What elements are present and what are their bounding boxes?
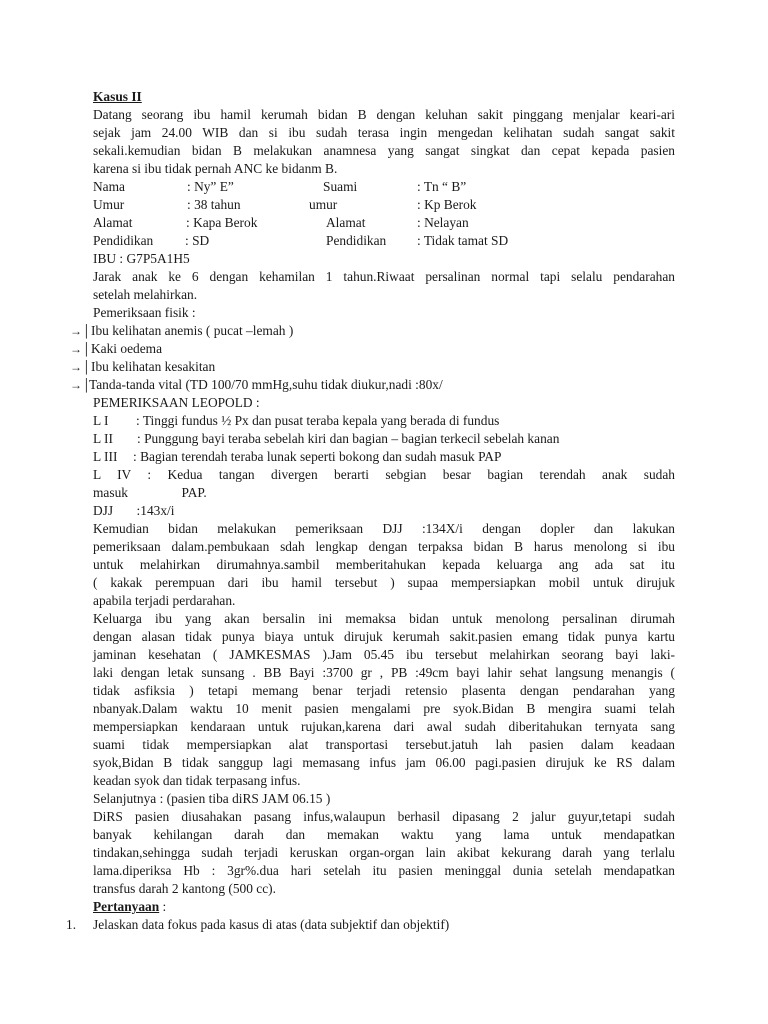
history-line: Jarak anak ke 6 dengan kehamilan 1 tahun.Riwaat persalinan normal tapi selalu pendarahan bbox=[93, 269, 675, 284]
arrow-tab-icon: →│ bbox=[70, 324, 91, 338]
leopold-label: L I bbox=[93, 413, 109, 428]
leopold-label: L III bbox=[93, 449, 118, 464]
identity-value: : 38 tahun bbox=[187, 197, 241, 212]
identity-label: Pendidikan bbox=[93, 233, 154, 248]
identity-value: : Kapa Berok bbox=[186, 215, 258, 230]
identity-value: : Kp Berok bbox=[417, 197, 477, 212]
paragraph-line: apabila terjadi perdarahan. bbox=[93, 593, 236, 608]
list-item: Ibu kelihatan anemis ( pucat –lemah ) bbox=[91, 323, 294, 338]
arrow-tab-icon: →│ bbox=[70, 342, 91, 356]
identity-label: Alamat bbox=[326, 215, 366, 230]
paragraph-line: Kemudian bidan melakukan pemeriksaan DJJ :134X/i dengan dopler dan lakukan bbox=[93, 521, 675, 536]
identity-label: Nama bbox=[93, 179, 125, 194]
leopold-finding: : Tinggi fundus ½ Px dan pusat teraba kepala yang berada di fundus bbox=[136, 413, 500, 428]
identity-value: : SD bbox=[185, 233, 210, 248]
paragraph-line: nbanyak.Dalam waktu 10 menit pasien mengalami pre syok.Bidan B mengira suami telah bbox=[93, 701, 675, 716]
identity-value: : Ny” E” bbox=[187, 179, 234, 194]
paragraph-line: dengan alasan tidak punya biaya untuk dirujuk kerumah sakit.pasien emang tidak punya kartu bbox=[93, 629, 675, 644]
case-title: Kasus II bbox=[93, 89, 142, 104]
leopold-finding: : Bagian terendah teraba lunak seperti bokong dan sudah masuk PAP bbox=[133, 449, 502, 464]
list-item: Ibu kelihatan kesakitan bbox=[91, 359, 216, 374]
next-step-line: Selanjutnya : (pasien tiba diRS JAM 06.15 ) bbox=[93, 791, 331, 806]
paragraph-line: untuk melahirkan dirumahnya.sambil memberitahukan kepada keluarga ang ada sat itu bbox=[93, 557, 675, 572]
paragraph-line: syok,Bidan B tidak sanggup lagi memasang infus jam 06.00 pagi.pasien dirujuk ke RS dalam bbox=[93, 755, 675, 770]
paragraph-line: Keluarga ibu yang akan bersalin ini memaksa bidan untuk menolong persalinan dirumah bbox=[93, 611, 675, 626]
identity-label: Pendidikan bbox=[326, 233, 387, 248]
leopold-iv-line: L IV : Kedua tangan divergen berarti sebgian besar bagian terendah anak sudah bbox=[93, 467, 675, 482]
identity-label: Alamat bbox=[93, 215, 133, 230]
list-item: Kaki oedema bbox=[91, 341, 163, 356]
intro-line: sekali.kemudian bidan B melakukan anamnesa yang sangat singkat dan cepat kepada pasien bbox=[93, 143, 675, 158]
paragraph-line: pemeriksaan dalam.pembukaan sdah lengkap dengan terpaksa bidan B harus menolong si ibu bbox=[93, 539, 675, 554]
leopold-heading: PEMERIKSAAN LEOPOLD : bbox=[93, 395, 260, 410]
paragraph-line: keadan syok dan tidak terpasang infus. bbox=[93, 773, 301, 788]
arrow-tab-icon: →│ bbox=[70, 360, 91, 374]
arrow-tab-icon: →│ bbox=[70, 378, 91, 392]
physical-exam-heading: Pemeriksaan fisik : bbox=[93, 305, 196, 320]
leopold-iv-line: masuk PAP. bbox=[93, 485, 207, 500]
identity-value: : Tidak tamat SD bbox=[417, 233, 509, 248]
paragraph-line: transfus darah 2 kantong (500 cc). bbox=[93, 881, 276, 896]
paragraph-line: tindakan,sehingga sudah terjadi keruskan organ-organ lain akibat kekurang darah yang terlalu bbox=[93, 845, 675, 860]
history-line: setelah melahirkan. bbox=[93, 287, 198, 302]
list-item: Tanda-tanda vital (TD 100/70 mmHg,suhu tidak diukur,nadi :80x/ bbox=[89, 377, 443, 392]
identity-value: : Nelayan bbox=[417, 215, 469, 230]
question-text: Jelaskan data fokus pada kasus di atas (data subjektif dan objektif) bbox=[93, 917, 450, 932]
intro-line: sejak jam 24.00 WIB dan si ibu sudah terasa ingin mengedan kelihatan sudah sangat sakit bbox=[93, 125, 675, 140]
paragraph-line: jaminan kesehatan ( JAMKESMAS ).Jam 05.45 ibu tersebut melahirkan seorang bayi laki- bbox=[93, 647, 675, 662]
paragraph-line: suami tidak mempersiapkan alat transportasi tersebut.jatuh lah pasien dalam keadaan bbox=[93, 737, 675, 752]
paragraph-line: ( kakak perempuan dari ibu hamil tersebut ) supaa mempersiapkan mobil untuk dirujuk bbox=[93, 575, 675, 590]
intro-line: Datang seorang ibu hamil kerumah bidan B dengan keluhan sakit pinggang menjalar keari-ari bbox=[93, 107, 675, 122]
paragraph-line: laki dengan letak sunsang . BB Bayi :3700 gr , PB :49cm bayi lahir sehat langsung menangis ( bbox=[93, 665, 675, 680]
identity-value: : Tn “ B” bbox=[417, 179, 467, 194]
questions-heading: Pertanyaan : bbox=[93, 899, 167, 914]
question-number: 1. bbox=[66, 917, 77, 932]
paragraph-line: tidak asfiksia ) tetapi memang benar terjadi retensio plasenta dengan pendarahan yang bbox=[93, 683, 675, 698]
paragraph-line: DiRS pasien diusahakan pasang infus,walaupun berhasil dipasang 2 jalur guyur,tetapi sudah bbox=[93, 809, 675, 824]
identity-label: Suami bbox=[323, 179, 358, 194]
fetal-heart-rate: DJJ :143x/i bbox=[93, 503, 175, 518]
leopold-label: L II bbox=[93, 431, 113, 446]
paragraph-line: banyak kehilangan darah dan memakan waktu yang lama untuk mendapatkan bbox=[93, 827, 675, 842]
paragraph-line: lama.diperiksa Hb : 3gr%.dua hari setelah itu pasien meninggal dunia setelah mendapatkan bbox=[93, 863, 675, 878]
obstetric-code: IBU : G7P5A1H5 bbox=[93, 251, 190, 266]
intro-line: karena si ibu tidak pernah ANC ke bidanm B. bbox=[93, 161, 338, 176]
identity-label: umur bbox=[309, 197, 338, 212]
identity-label: Umur bbox=[93, 197, 125, 212]
paragraph-line: mempersiapkan kendaraan untuk rujukan,karena dari awal sudah diberitahukan ternyata sang bbox=[93, 719, 675, 734]
leopold-finding: : Punggung bayi teraba sebelah kiri dan bagian – bagian terkecil sebelah kanan bbox=[137, 431, 560, 446]
